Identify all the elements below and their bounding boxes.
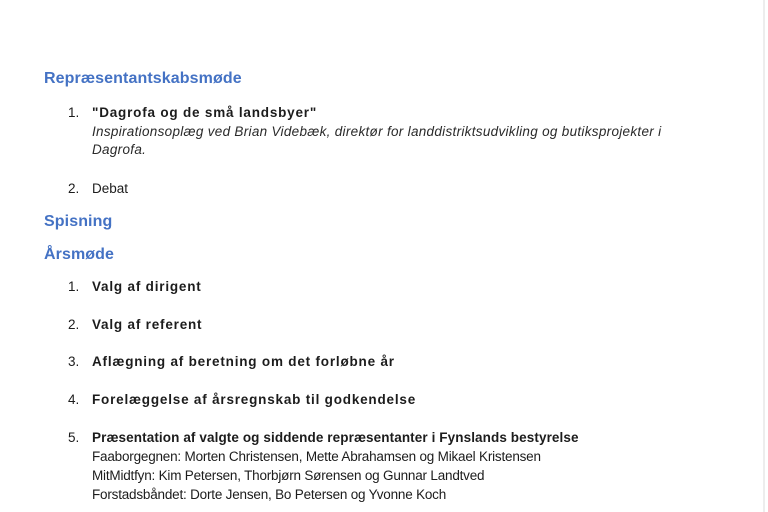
list-item-title: Aflægning af beretning om det forløbne år — [92, 354, 395, 369]
list-item — [68, 316, 720, 335]
list-item — [68, 391, 720, 410]
section-heading-repraesentantskabsmoede: Repræsentantskabsmøde — [44, 70, 242, 87]
section-heading-spisning: Spisning — [44, 213, 113, 230]
list-item — [68, 104, 720, 160]
list-item-detail: Dagrofa. — [92, 142, 147, 157]
list-number: 4. — [68, 391, 80, 407]
list-number: 1. — [68, 105, 80, 120]
list-item-detail: Inspirationsoplæg ved Brian Videbæk, direktør for landdistriktsudvikling og butiksprojekter i — [92, 123, 662, 139]
list-number: 2. — [68, 180, 80, 196]
list-number: 5. — [68, 430, 80, 445]
list-item — [68, 353, 720, 372]
section-heading-aarsmoede: Årsmøde — [44, 246, 115, 263]
list-number: 1. — [68, 279, 80, 294]
list-item-title: "Dagrofa og de små landsbyer" — [92, 105, 318, 120]
list-item — [68, 428, 720, 504]
list-item-detail: Forstadsbåndet: Dorte Jensen, Bo Petersen og Yvonne Koch — [92, 487, 447, 502]
list-item-title: Debat — [92, 180, 129, 196]
list-item-title: Valg af referent — [92, 316, 203, 332]
page-edge-line — [763, 0, 765, 512]
list-item — [68, 180, 720, 199]
list-item-title: Præsentation af valgte og siddende repræsentanter i Fynslands bestyrelse — [92, 430, 579, 445]
list-number: 2. — [68, 316, 80, 332]
list-item-detail: MitMidtfyn: Kim Petersen, Thorbjørn Sørensen og Gunnar Landtved — [92, 468, 485, 483]
list-item-title: Forelæggelse af årsregnskab til godkendelse — [92, 391, 416, 407]
list-number: 3. — [68, 354, 80, 369]
list-item-title: Valg af dirigent — [92, 279, 202, 294]
list-item-detail: Faaborgegnen: Morten Christensen, Mette Abrahamsen og Mikael Kristensen — [92, 449, 541, 464]
list-item — [68, 278, 720, 297]
